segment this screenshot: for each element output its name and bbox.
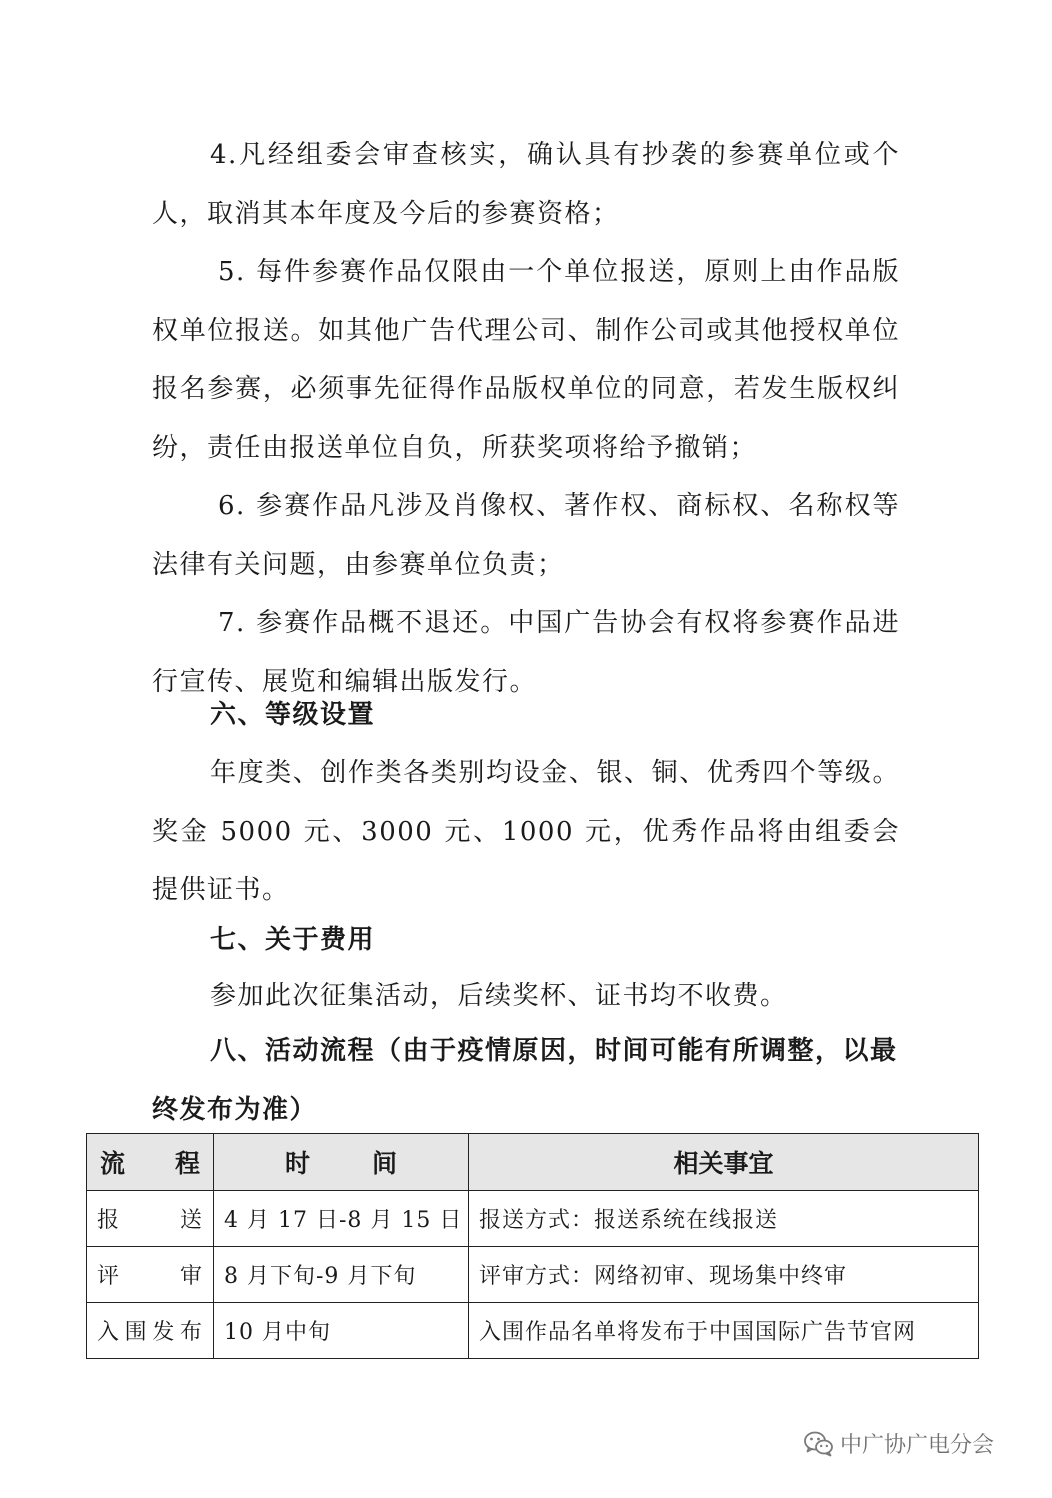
time-cell: 10 月中旬 — [214, 1303, 469, 1359]
table-row — [87, 1303, 979, 1359]
detail-cell: 入围作品名单将发布于中国国际广告节官网 — [469, 1303, 979, 1359]
header-time: 时 间 — [214, 1134, 469, 1191]
activity-flow-table — [86, 1133, 979, 1359]
watermark — [804, 1428, 994, 1459]
rule-item-6: 6. 参赛作品凡涉及肖像权、著作权、商标权、名称权等法律有关问题，由参赛单位负责； — [152, 491, 900, 580]
header-detail: 相关事宜 — [469, 1134, 979, 1191]
rule-item-4: 4.凡经组委会审查核实，确认具有抄袭的参赛单位或个人，取消其本年度及今后的参赛资格； — [152, 140, 900, 229]
table-row — [87, 1191, 979, 1247]
table-header-row — [87, 1134, 979, 1191]
detail-cell: 报送方式：报送系统在线报送 — [469, 1191, 979, 1247]
rule-item-7: 7. 参赛作品概不退还。中国广告协会有权将参赛作品进行宣传、展览和编辑出版发行。 — [152, 608, 900, 697]
stage-cell: 报送 — [87, 1191, 214, 1247]
section-7-heading: 七、关于费用 — [210, 925, 376, 955]
detail-cell: 评审方式：网络初审、现场集中终审 — [469, 1247, 979, 1303]
watermark-text: 中广协广电分会 — [840, 1433, 995, 1458]
time-cell: 4 月 17 日-8 月 15 日 — [214, 1191, 469, 1247]
section-7-body: 参加此次征集活动，后续奖杯、证书均不收费。 — [210, 981, 788, 1011]
wechat-icon — [804, 1431, 834, 1457]
time-cell: 8 月下旬-9 月下旬 — [214, 1247, 469, 1303]
section-6-body: 年度类、创作类各类别均设金、银、铜、优秀四个等级。奖金 5000 元、3000 元、1000 元，优秀作品将由组委会提供证书。 — [152, 758, 900, 905]
table-row — [87, 1247, 979, 1303]
section-8-heading: 八、活动流程（由于疫情原因，时间可能有所调整，以最终发布为准） — [152, 1036, 898, 1125]
stage-cell: 入围发布 — [87, 1303, 214, 1359]
header-stage: 流 程 — [87, 1134, 214, 1191]
section-6-heading: 六、等级设置 — [210, 700, 376, 730]
stage-cell: 评审 — [87, 1247, 214, 1303]
rule-item-5: 5. 每件参赛作品仅限由一个单位报送，原则上由作品版权单位报送。如其他广告代理公司、制作公司或其他授权单位报名参赛，必须事先征得作品版权单位的同意，若发生版权纠纷，责任由报送单位自负，所获奖项将给予撤销； — [152, 257, 900, 463]
